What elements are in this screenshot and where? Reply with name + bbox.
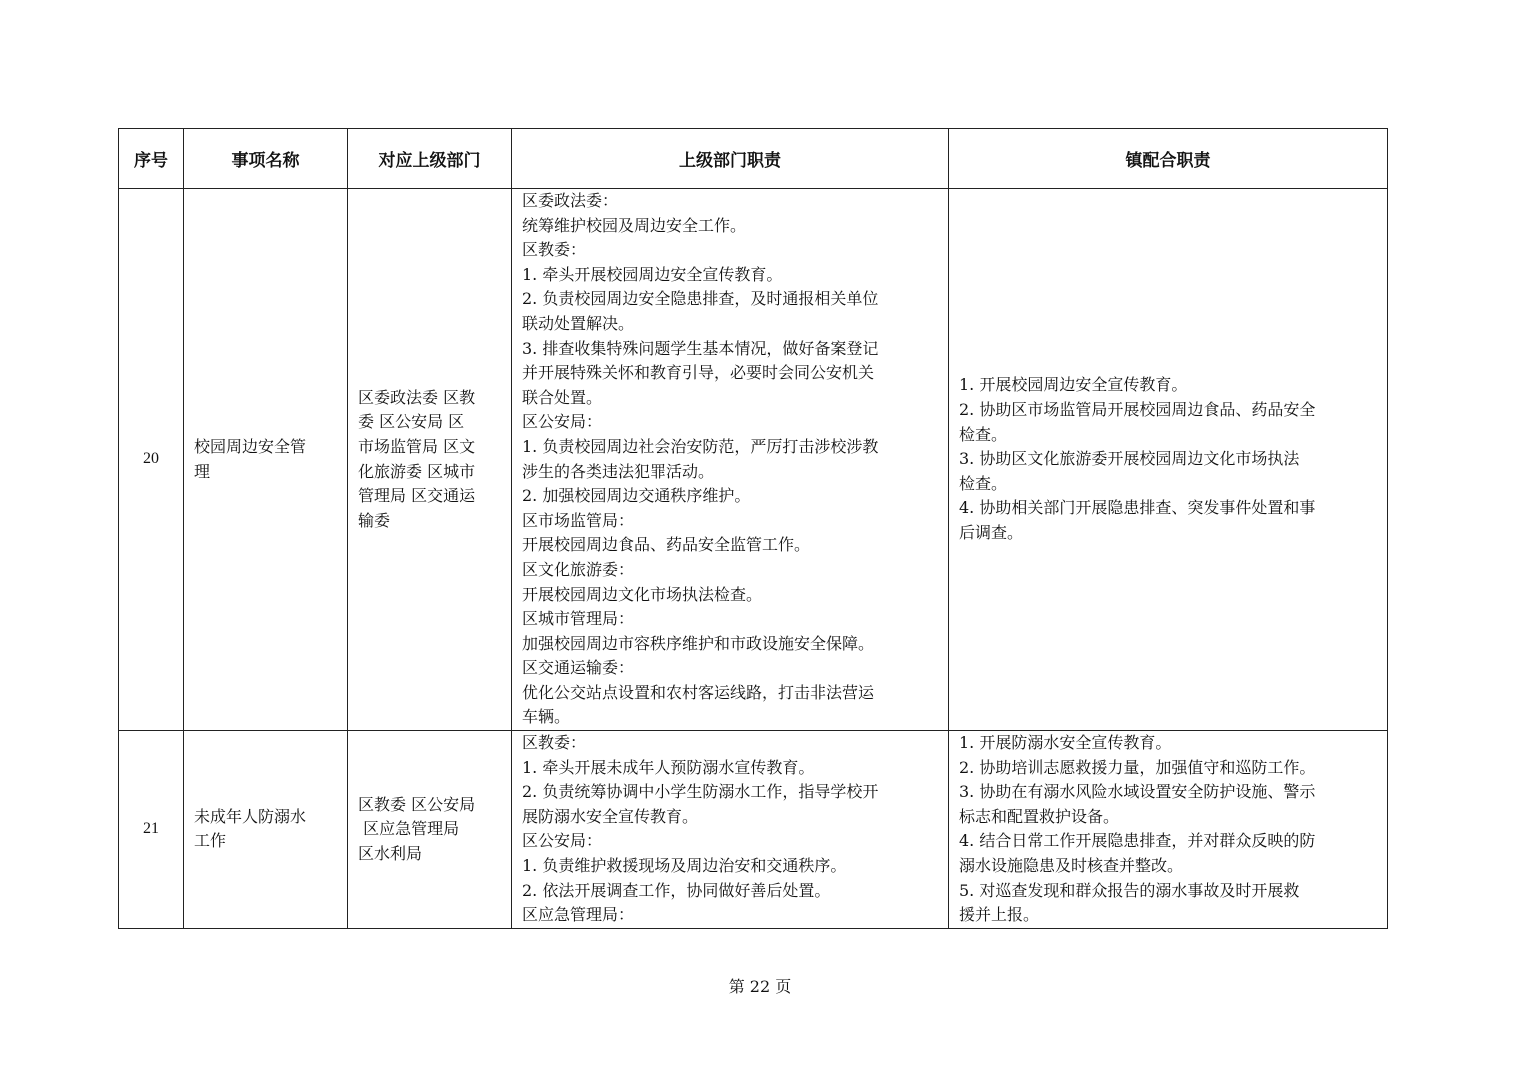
text-line: 3. 协助在有溺水风险水域设置安全防护设施、警示 [959,782,1316,802]
text-line: 区应急管理局： [522,905,635,925]
header-town-duty: 镇配合职责 [949,129,1388,189]
row-number: 21 [119,731,184,929]
text-line: 区应急管理局 [358,819,460,839]
text-line: 开展校园周边文化市场执法检查。 [522,584,763,604]
text-line: 区市场监管局： [522,510,635,530]
text-line: 区教委： [522,240,587,260]
text-line: 未成年人防溺水 [194,806,307,826]
text-line: 标志和配置救护设备。 [959,806,1120,826]
text-line: 1. 开展防溺水安全宣传教育。 [959,733,1172,753]
text-line: 区水利局 [358,843,423,863]
text-line: 2. 协助区市场监管局开展校园周边食品、药品安全 [959,400,1316,420]
text-line: 加强校园周边市容秩序维护和市政设施安全保障。 [522,633,875,653]
text-line: 校园周边安全管 [194,436,307,456]
text-line: 援并上报。 [959,905,1040,925]
duty-table [118,128,1388,929]
text-line: 管理局 区交通运 [358,486,476,506]
dept-cell [348,189,512,731]
text-line: 展防溺水安全宣传教育。 [522,806,699,826]
table-header-row [119,129,1388,189]
town-duty-cell [949,731,1388,929]
text-line: 区教委 区公安局 [358,794,476,814]
table-row [119,189,1388,731]
text-line: 2. 协助培训志愿救援力量，加强值守和巡防工作。 [959,757,1316,777]
row-number: 20 [119,189,184,731]
text-line: 开展校园周边食品、药品安全监管工作。 [522,535,811,555]
text-line: 3. 协助区文化旅游委开展校园周边文化市场执法 [959,449,1300,469]
superior-duty-cell [512,189,949,731]
item-name-cell [184,189,348,731]
text-line: 区教委： [522,733,587,753]
text-line: 1. 负责校园周边社会治安防范，严厉打击涉校涉教 [522,436,879,456]
text-line: 2. 负责统筹协调中小学生防溺水工作，指导学校开 [522,782,879,802]
text-line: 溺水设施隐患及时核查并整改。 [959,856,1184,876]
text-line: 联动处置解决。 [522,313,635,333]
dept-cell [348,731,512,929]
text-line: 车辆。 [522,707,571,727]
text-line: 2. 加强校园周边交通秩序维护。 [522,486,751,506]
text-line: 优化公交站点设置和农村客运线路，打击非法营运 [522,682,875,702]
text-line: 检查。 [959,473,1008,493]
text-line: 4. 结合日常工作开展隐患排查，并对群众反映的防 [959,831,1316,851]
town-duty-cell [949,189,1388,731]
text-line: 理 [194,461,211,481]
text-line: 区文化旅游委： [522,559,635,579]
text-line: 区交通运输委： [522,658,635,678]
text-line: 工作 [194,831,227,851]
text-line: 统筹维护校园及周边安全工作。 [522,215,747,235]
text-line: 1. 开展校园周边安全宣传教育。 [959,375,1188,395]
text-line: 委 区公安局 区 [358,412,465,432]
superior-duty-cell [512,731,949,929]
text-line: 区公安局： [522,412,603,432]
text-line: 并开展特殊关怀和教育引导，必要时会同公安机关 [522,363,875,383]
text-line: 区城市管理局： [522,609,635,629]
table-row [119,731,1388,929]
text-line: 区委政法委 区教 [358,387,476,407]
text-line: 3. 排查收集特殊问题学生基本情况，做好备案登记 [522,338,879,358]
text-line: 1. 牵头开展未成年人预防溺水宣传教育。 [522,757,815,777]
text-line: 区委政法委： [522,191,619,210]
text-line: 1. 负责维护救援现场及周边治安和交通秩序。 [522,856,847,876]
text-line: 2. 负责校园周边安全隐患排查，及时通报相关单位 [522,289,879,309]
header-superior-duty: 上级部门职责 [512,129,949,189]
header-item-name: 事项名称 [184,129,348,189]
text-line: 市场监管局 区文 [358,436,476,456]
text-line: 5. 对巡查发现和群众报告的溺水事故及时开展救 [959,880,1300,900]
header-superior-dept: 对应上级部门 [348,129,512,189]
text-line: 区公安局： [522,831,603,851]
header-no: 序号 [119,129,184,189]
text-line: 4. 协助相关部门开展隐患排查、突发事件处置和事 [959,498,1316,518]
text-line: 后调查。 [959,523,1024,543]
text-line: 化旅游委 区城市 [358,461,476,481]
text-line: 涉生的各类违法犯罪活动。 [522,461,715,481]
item-name-cell [184,731,348,929]
text-line: 输委 [358,510,391,530]
text-line: 联合处置。 [522,387,603,407]
text-line: 检查。 [959,424,1008,444]
text-line: 2. 依法开展调查工作，协同做好善后处置。 [522,880,831,900]
text-line: 1. 牵头开展校园周边安全宣传教育。 [522,264,783,284]
page-number: 第 22 页 [728,977,792,996]
